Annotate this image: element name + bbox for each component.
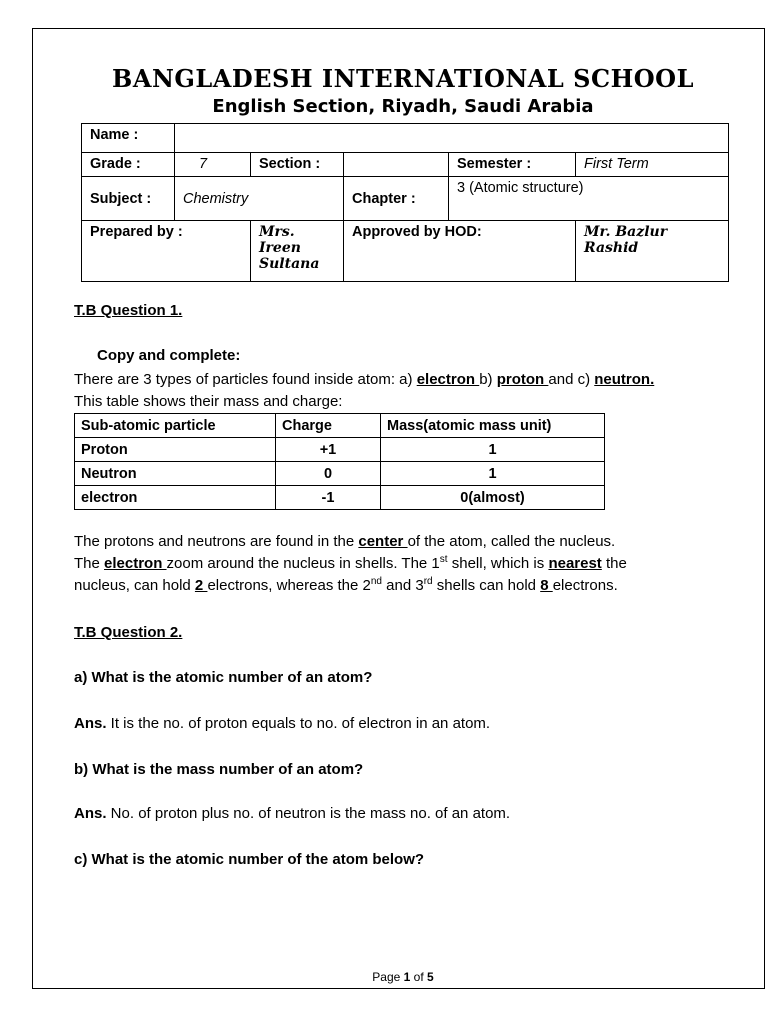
name-label: Name : [82,124,175,153]
table-header: Sub-atomic particle [75,414,276,438]
table-cell: 0 [276,462,381,486]
table-row [75,462,605,486]
approved-signature: Mr. Bazlur Rashid [576,221,729,282]
school-subtitle: English Section, Riyadh, Saudi Arabia [212,96,594,117]
q1-line2: This table shows their mass and charge: [74,393,343,410]
table-cell: Proton [75,438,276,462]
q1-paragraph: The protons and neutrons are found in the center of the atom, called the nucleus. The electron zoom around the nucleus in shells. The 1st shell, which is nearest the nucleus, can hold 2 electrons, whereas the 2nd and 3rd shells can hold 8 electrons. [74,533,627,594]
q2-question-b: b) What is the mass number of an atom? [74,761,364,778]
table-cell: Neutron [75,462,276,486]
approved-label: Approved by HOD: [344,221,576,282]
grade-value: 7 [175,153,251,177]
table-cell: +1 [276,438,381,462]
table-header: Charge [276,414,381,438]
particle-table [74,413,605,510]
chapter-value: 3 (Atomic structure) [449,177,729,221]
table-cell: 1 [381,438,605,462]
semester-value: First Term [576,153,729,177]
q1-instruction: Copy and complete: [97,347,241,364]
q2-question-c: c) What is the atomic number of the atom below? [74,851,425,868]
name-value [175,124,729,153]
prepared-signature: Mrs. Ireen Sultana [251,221,344,282]
prepared-label: Prepared by : [82,221,251,282]
table-header: Mass(atomic mass unit) [381,414,605,438]
info-table [81,123,729,282]
school-name: BANGLADESH INTERNATIONAL SCHOOL [112,64,694,93]
subject-value: Chemistry [175,177,344,221]
table-cell: 0(almost) [381,486,605,510]
table-row [75,486,605,510]
table-cell: electron [75,486,276,510]
q2-heading: T.B Question 2. [74,624,183,641]
chapter-label: Chapter : [344,177,449,221]
q2-answer-b: Ans. No. of proton plus no. of neutron is the mass no. of an atom. [74,805,511,822]
semester-label: Semester : [449,153,576,177]
table-cell: 1 [381,462,605,486]
section-value [344,153,449,177]
grade-label: Grade : [82,153,175,177]
section-label: Section : [251,153,344,177]
q1-line1: There are 3 types of particles found inside atom: a) electron b) proton and c) neutron. [74,371,655,388]
q1-heading: T.B Question 1. [74,302,183,319]
table-row [75,438,605,462]
q2-question-a: a) What is the atomic number of an atom? [74,669,373,686]
page-number: Page 1 of 5 [372,970,434,984]
subject-label: Subject : [82,177,175,221]
table-cell: -1 [276,486,381,510]
q2-answer-a: Ans. It is the no. of proton equals to no. of electron in an atom. [74,715,491,732]
